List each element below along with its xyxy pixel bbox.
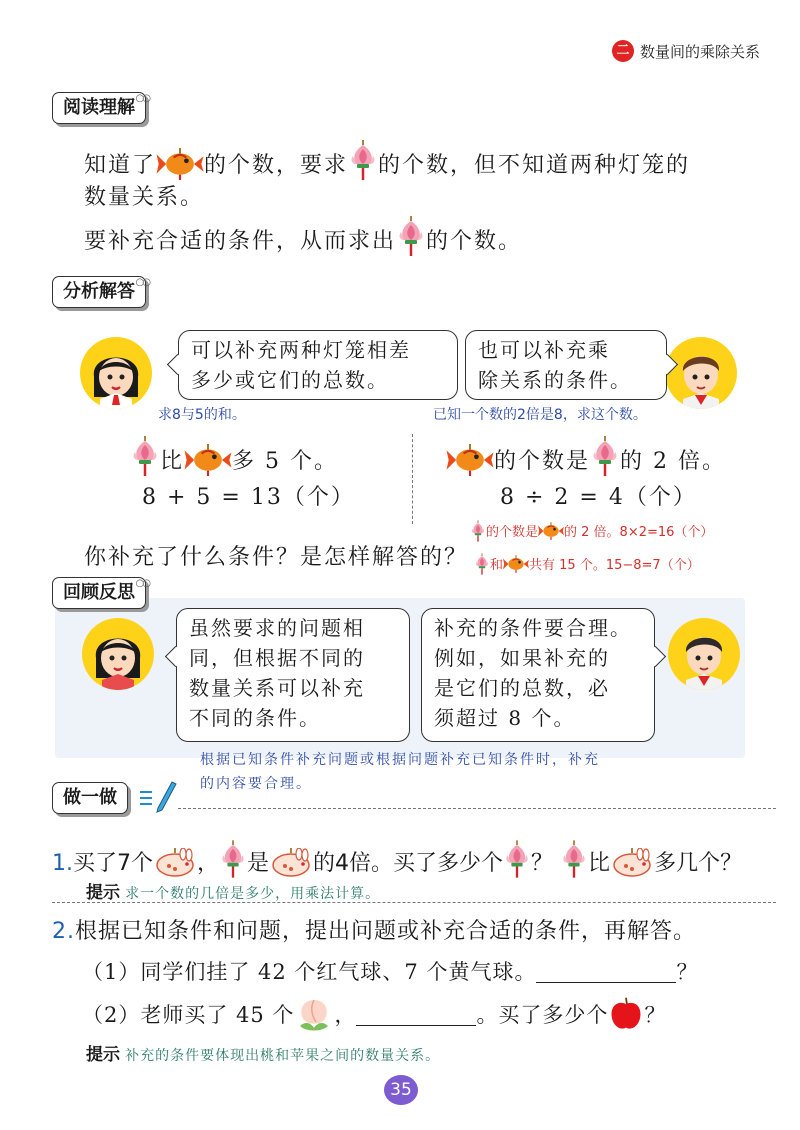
girl-speech-bubble-reflect [176, 608, 410, 742]
exercise-2-q2-end: ？ [644, 1003, 667, 1027]
answer1-text-b: 的 2 倍。8×2=16（个） [564, 525, 714, 540]
answer-blank[interactable] [536, 982, 676, 983]
handwritten-note-left: 求8与5的和。 [158, 407, 246, 423]
handwritten-answer-1 [470, 520, 713, 542]
exercise-2-q2-text: ， [334, 1003, 357, 1027]
bubble-line: 不同的条件。 [189, 706, 321, 730]
bubble-line: 虽然要求的问题相 [189, 616, 365, 640]
bubble-line: 例如，如果补充的 [434, 646, 610, 670]
read-line3-text-b: 的个数。 [426, 229, 523, 254]
lotus-lantern-icon [348, 140, 378, 180]
hint-label: 提示 [86, 883, 120, 903]
fish-lantern-icon [156, 148, 204, 180]
fish-lantern-icon [446, 444, 494, 476]
lotus-lantern-icon [590, 436, 620, 476]
exercise-divider [52, 902, 776, 903]
page-number: 35 [384, 1075, 418, 1105]
read-line3-text-a: 要补充合适的条件，从而求出 [84, 229, 397, 254]
answer2-text-b: 共有 15 个。15−8=7（个） [529, 558, 700, 573]
apple-icon [608, 996, 644, 1032]
section-tab-read [52, 92, 149, 124]
bubble-line: 多少或它们的总数。 [191, 368, 389, 392]
fish-lantern-icon [538, 522, 564, 540]
girl-speech-bubble [178, 330, 458, 400]
bubble-line: 须超过 8 个。 [434, 706, 576, 730]
left-equation: 8 + 5 = 13（个） [142, 485, 355, 510]
hint-label: 提示 [86, 1045, 120, 1065]
exercise-1-text: 的4倍。买了多少个 [313, 851, 504, 876]
bubble-line: 补充的条件要合理。 [434, 616, 632, 640]
handwritten-answer-2 [474, 553, 700, 575]
lotus-lantern-icon [470, 520, 486, 542]
chapter-number-badge: 二 [612, 40, 634, 62]
bubble-line: 也可以补充乘 [478, 338, 610, 362]
exercise-2-number: 2. [52, 919, 75, 944]
left-condition-text-a: 比 [160, 449, 185, 474]
bubble-line: 除关系的条件。 [478, 368, 632, 392]
read-line-2: 数量关系。 [84, 185, 205, 210]
fish-lantern-icon [503, 555, 529, 573]
exercise-2-hint [86, 1040, 440, 1065]
exercise-1-text: 是 [247, 851, 270, 876]
boy-speech-bubble-reflect [421, 608, 655, 742]
left-condition-text-b: 多 5 个。 [232, 449, 338, 474]
exercise-1 [52, 840, 742, 878]
section-tab-analyze-label: 分析解答 [63, 281, 135, 302]
fish-lantern-icon [184, 444, 232, 476]
left-condition [130, 436, 338, 476]
exercise-1-text: ， [197, 851, 220, 876]
practice-divider [178, 808, 776, 809]
handwritten-note-right: 已知一个数的2倍是8，求这个数。 [433, 407, 647, 423]
read-line-3 [84, 216, 522, 256]
section-tab-practice [52, 782, 128, 814]
hint-text: 求一个数的几倍是多少，用乘法计算。 [125, 886, 381, 902]
answer2-text-a: 和 [490, 558, 504, 573]
boy-avatar [668, 618, 740, 690]
right-equation: 8 ÷ 2 = 4（个） [500, 485, 697, 510]
boy-speech-bubble [465, 330, 667, 400]
exercise-2-q1-end: ？ [676, 960, 699, 984]
bubble-line: 可以补充两种灯笼相差 [191, 338, 411, 362]
lotus-lantern-icon [560, 840, 588, 878]
exercise-2-title-text: 根据已知条件和问题，提出问题或补充合适的条件，再解答。 [75, 919, 697, 944]
chapter-title: 数量间的乘除关系 [640, 43, 761, 61]
exercise-2-q2-text: 。买了多少个 [476, 1003, 609, 1027]
lotus-lantern-icon [474, 553, 490, 575]
exercise-2-q2 [82, 994, 666, 1034]
bubble-tail [167, 354, 188, 375]
exercise-2-q1 [82, 956, 698, 986]
column-divider [412, 434, 413, 524]
bubble-line: 数量关系可以补充 [189, 676, 365, 700]
exercise-1-text: 买了7个 [73, 851, 153, 876]
rabbit-lantern-icon [269, 848, 313, 878]
lotus-lantern-icon [219, 840, 247, 878]
handwritten-reflect-note [200, 748, 600, 796]
peach-icon [294, 994, 334, 1034]
boy-avatar [665, 337, 737, 409]
girl-avatar [80, 337, 152, 409]
question-line: 你补充了什么条件？是怎样解答的？ [84, 545, 469, 570]
section-tab-read-label: 阅读理解 [63, 97, 135, 118]
girl-avatar [82, 618, 154, 690]
lotus-lantern-icon [130, 436, 160, 476]
read-line1-text-b: 的个数，要求 [204, 153, 349, 178]
tab-dots-icon: ○○ [135, 578, 149, 589]
right-condition-text-b: 的 2 倍。 [620, 449, 726, 474]
exercise-1-text: 多几个？ [654, 851, 743, 876]
exercise-1-text: 比 [588, 851, 611, 876]
read-line1-text-a: 知道了 [84, 153, 157, 178]
exercise-2-q2-text: （2）老师买了 45 个 [82, 1003, 295, 1027]
section-tab-reflect [52, 577, 149, 609]
rabbit-lantern-icon [610, 848, 654, 878]
right-condition [446, 436, 726, 476]
tab-dots-icon: ○○ [135, 277, 149, 288]
tab-dots-icon: ○○ [135, 93, 149, 104]
bubble-line: 同，但根据不同的 [189, 646, 365, 670]
right-condition-text-a: 的个数是 [494, 449, 591, 474]
pencil-icon [138, 776, 178, 814]
answer-blank[interactable] [356, 1025, 476, 1026]
read-line1-text-c: 的个数，但不知道两种灯笼的 [378, 153, 691, 178]
answer1-text-a: 的个数是 [486, 525, 539, 540]
reflect-note-line: 根据已知条件补充问题或根据问题补充已知条件时，补充 [200, 752, 600, 768]
exercise-1-hint [86, 878, 380, 903]
exercise-1-number: 1. [52, 851, 73, 876]
read-line-1 [84, 140, 690, 180]
section-tab-reflect-label: 回顾反思 [63, 582, 135, 603]
lotus-lantern-icon [503, 840, 531, 878]
hint-text: 补充的条件要体现出桃和苹果之间的数量关系。 [125, 1048, 441, 1064]
reflect-note-line: 的内容要合理。 [200, 776, 312, 792]
exercise-1-text: ？ [531, 851, 554, 876]
lotus-lantern-icon [396, 216, 426, 256]
bubble-line: 是它们的总数，必 [434, 676, 610, 700]
rabbit-lantern-icon [153, 848, 197, 878]
exercise-2-q1-text: （1）同学们挂了 42 个红气球、7 个黄气球。 [82, 960, 537, 984]
exercise-2-title [52, 914, 696, 945]
section-tab-practice-label: 做一做 [63, 787, 117, 808]
section-tab-analyze [52, 276, 149, 308]
